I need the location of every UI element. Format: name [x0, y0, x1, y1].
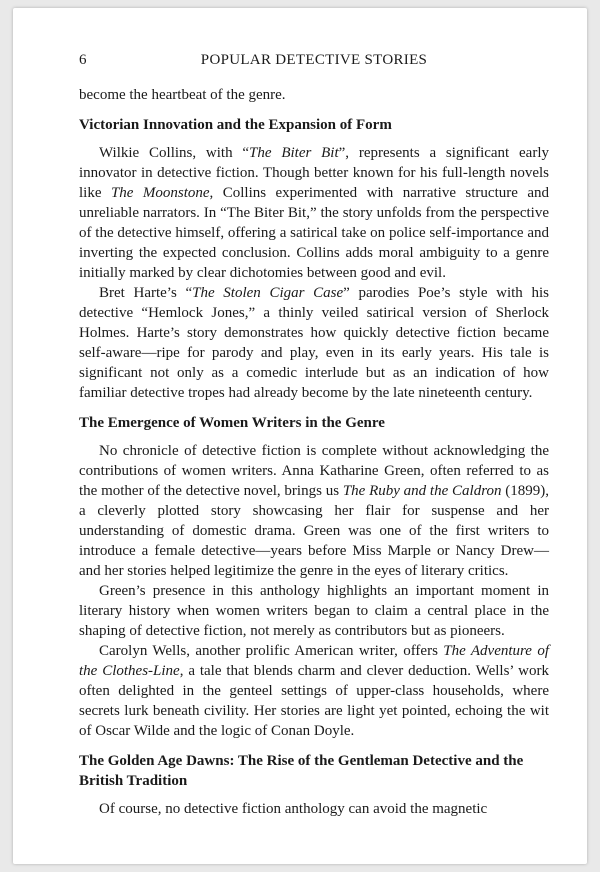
text-run: , a tale that blends charm and clever deduction. Wells’ work often delighted in the genteel settings of upper-class households, where secrets lurk beneath civility. Her stories are light yet pointed, echoing the wit of Oscar Wilde and the logic of Conan Doyle.	[79, 663, 549, 739]
italic-title: The Adventure of the Clothes-Line	[79, 643, 549, 679]
italic-title: The Biter Bit	[249, 145, 339, 161]
text-run: Carolyn Wells, another prolific American writer, offers	[99, 643, 444, 659]
section-heading: The Golden Age Dawns: The Rise of the Gentleman Detective and the British Tradition	[79, 753, 524, 789]
text-run: ” parodies Poe’s style with his detective “Hemlock Jones,” a thinly veiled satirical version of Sherlock Holmes. Harte’s story demonstrates how quickly detective fiction became self-aware—ripe for parody and play, even in its early years. His tale is significant not only as a comedic interlude but as an indication of how familiar detective tropes had already become by the late nineteenth century.	[79, 285, 549, 401]
paragraph	[79, 641, 549, 741]
italic-title: The Moonstone	[110, 185, 210, 201]
text-run: ”, represents a significant early innovator in detective fiction. Though better known for his full-length novels like	[79, 145, 550, 201]
page-number: 6	[79, 52, 87, 68]
text-run: , Collins experimented with narrative structure and unreliable narrators. In “The Biter Bit,” the story unfolds from the perspective of the detective himself, offering a satirical take on police self-importance and inverting the expected conclusion. Collins adds moral ambiguity to a genre initially marked by clear dichotomies between good and evil.	[79, 185, 549, 281]
section-heading: Victorian Innovation and the Expansion of Form	[79, 117, 392, 133]
text-run: Green’s presence in this anthology highlights an important moment in literary history when women writers began to claim a central place in the shaping of detective fiction, not merely as contributors but as pioneers.	[79, 583, 549, 639]
paragraph	[79, 799, 549, 819]
paragraph	[79, 283, 549, 403]
paragraph	[79, 581, 549, 641]
text-run: Bret Harte’s “	[99, 285, 193, 301]
section-heading: The Emergence of Women Writers in the Genre	[79, 415, 385, 431]
text-run: Of course, no detective fiction anthology can avoid the magnetic	[99, 801, 488, 817]
text-run: (1899), a cleverly plotted story showcasing her flair for suspense and her understanding of domestic drama. Green was one of the first writers to introduce a female detective—years before Miss Marple or Nancy Drew—and her stories helped legitimize the genre in the eyes of literary critics.	[79, 483, 549, 579]
italic-title: The Ruby and the Caldron	[342, 483, 502, 499]
paragraph	[79, 441, 549, 581]
book-page	[13, 8, 587, 864]
text-run: Wilkie Collins, with “	[99, 145, 250, 161]
text-run: No chronicle of detective fiction is complete without acknowledging the contributions of women writers. Anna Katharine Green, often referred to as the mother of the detective novel, brings us	[79, 443, 549, 499]
body-text	[79, 85, 549, 819]
paragraph	[79, 143, 549, 283]
italic-title: The Stolen Cigar Case	[192, 285, 344, 301]
running-header	[79, 52, 549, 72]
continued-paragraph: become the heartbeat of the genre.	[79, 87, 286, 103]
running-title: POPULAR DETECTIVE STORIES	[200, 52, 428, 68]
